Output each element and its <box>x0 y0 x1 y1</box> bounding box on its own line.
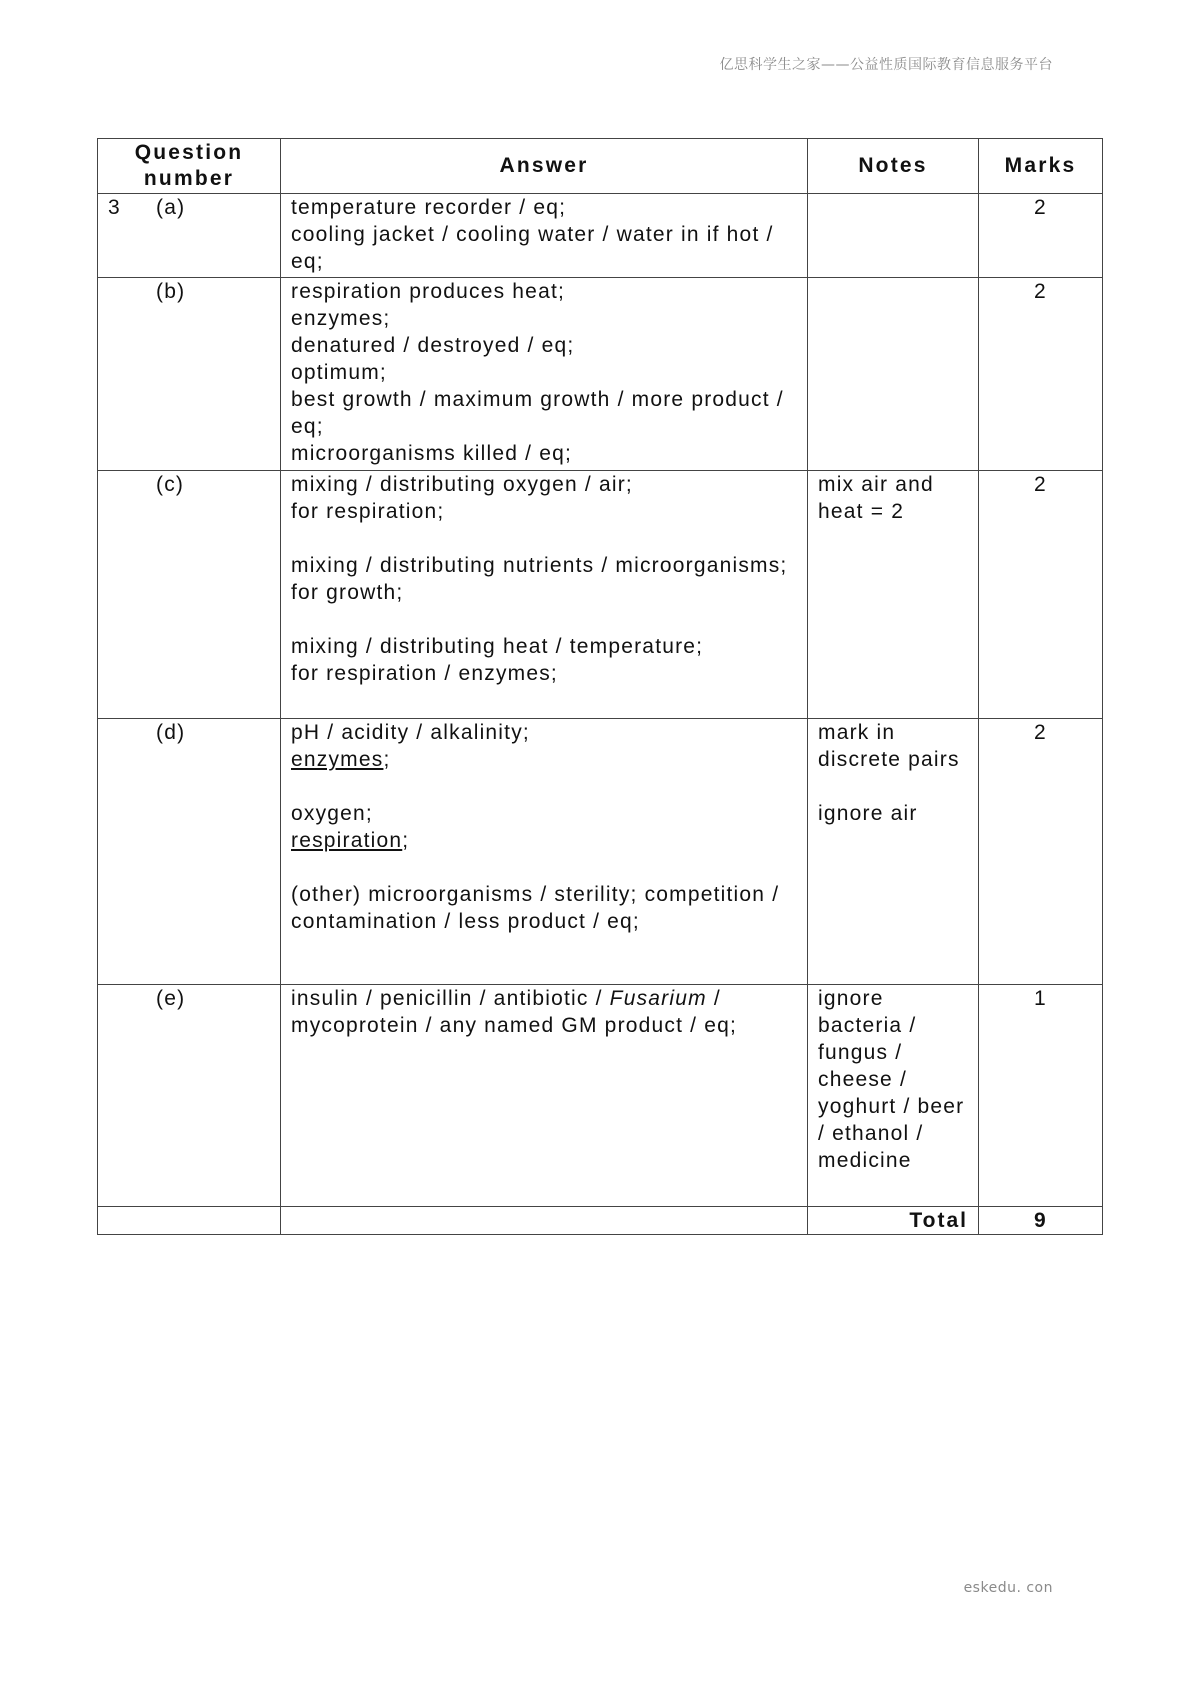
answer-line: denatured / destroyed / eq; <box>291 334 575 357</box>
total-label: Total <box>808 1207 979 1235</box>
answer-cell <box>281 278 808 471</box>
answer-line: pH / acidity / alkalinity; <box>291 721 530 744</box>
question-part: (e) <box>156 987 186 1010</box>
question-part: (d) <box>156 721 186 744</box>
header-marks: Marks <box>979 139 1103 194</box>
answer-cell <box>281 985 808 1207</box>
italic-term: Fusarium <box>609 987 707 1010</box>
marks-cell: 2 <box>979 194 1103 278</box>
notes-line: ignore bacteria / fungus / cheese / yoghurt / beer / ethanol / medicine <box>818 987 965 1172</box>
header-notes: Notes <box>808 139 979 194</box>
table-row <box>98 278 1103 471</box>
question-cell <box>98 719 281 985</box>
answer-line: contamination / less product / eq; <box>291 910 640 933</box>
underlined-keyword: enzymes <box>291 748 384 771</box>
answer-line <box>291 827 797 854</box>
answer-line: optimum; <box>291 361 387 384</box>
page-footer: eskedu. con <box>963 1580 1053 1596</box>
total-empty-cell <box>98 1207 281 1235</box>
answer-line: (other) microorganisms / sterility; competition / <box>291 883 780 906</box>
header-question-number: Question number <box>98 139 281 194</box>
answer-line: oxygen; <box>291 802 373 825</box>
answer-line: mixing / distributing heat / temperature; <box>291 635 704 658</box>
answer-line: enzymes; <box>291 307 391 330</box>
answer-line: mixing / distributing oxygen / air; <box>291 473 633 496</box>
marks-cell: 2 <box>979 471 1103 719</box>
table-row <box>98 194 1103 278</box>
question-cell <box>98 194 281 278</box>
marks-cell: 1 <box>979 985 1103 1207</box>
table-row <box>98 719 1103 985</box>
notes-cell <box>808 471 979 719</box>
notes-line: mark in discrete pairs <box>818 721 960 771</box>
table-row <box>98 985 1103 1207</box>
answer-line-suffix: ; <box>402 829 410 852</box>
total-value: 9 <box>979 1207 1103 1235</box>
header-answer: Answer <box>281 139 808 194</box>
question-cell <box>98 985 281 1207</box>
question-cell <box>98 471 281 719</box>
notes-cell <box>808 194 979 278</box>
question-number: 3 <box>108 196 121 219</box>
total-row <box>98 1207 1103 1235</box>
answer-cell <box>281 719 808 985</box>
answer-line: for respiration / enzymes; <box>291 662 558 685</box>
question-cell <box>98 278 281 471</box>
total-empty-cell <box>281 1207 808 1235</box>
answer-text <box>291 987 737 1037</box>
question-part: (c) <box>156 473 185 496</box>
marks-cell: 2 <box>979 278 1103 471</box>
notes-line <box>818 773 968 800</box>
answer-line: best growth / maximum growth / more product / eq; <box>291 388 784 438</box>
underlined-keyword: respiration <box>291 829 403 852</box>
notes-cell <box>808 719 979 985</box>
answer-cell <box>281 471 808 719</box>
answer-line <box>291 606 797 633</box>
answer-line: mixing / distributing nutrients / microorganisms; <box>291 554 788 577</box>
question-part: (b) <box>156 280 186 303</box>
notes-line: ignore air <box>818 802 918 825</box>
answer-text-part: insulin / penicillin / antibiotic / <box>291 987 610 1010</box>
question-part: (a) <box>156 196 186 219</box>
notes-cell <box>808 985 979 1207</box>
mark-scheme-table <box>97 138 1103 1235</box>
table-header-row <box>98 139 1103 194</box>
answer-blank <box>291 773 797 800</box>
answer-text-part: / mycoprotein / any named GM product / eq; <box>291 987 738 1037</box>
marks-cell: 2 <box>979 719 1103 985</box>
answer-blank <box>291 854 797 881</box>
answer-line-suffix: ; <box>383 748 391 771</box>
answer-line: for respiration; <box>291 500 445 523</box>
page-header: 亿思科学生之家——公益性质国际教育信息服务平台 <box>719 57 1053 73</box>
answer-line: respiration produces heat; <box>291 280 566 303</box>
answer-line <box>291 746 797 773</box>
answer-line: microorganisms killed / eq; <box>291 442 572 465</box>
table-row <box>98 471 1103 719</box>
notes-cell <box>808 278 979 471</box>
answer-cell <box>281 194 808 278</box>
answer-line <box>291 525 797 552</box>
answer-line: temperature recorder / eq; <box>291 196 567 219</box>
answer-line: cooling jacket / cooling water / water in if hot / eq; <box>291 223 774 273</box>
notes-line: mix air and heat = 2 <box>818 473 934 523</box>
answer-line: for growth; <box>291 581 404 604</box>
